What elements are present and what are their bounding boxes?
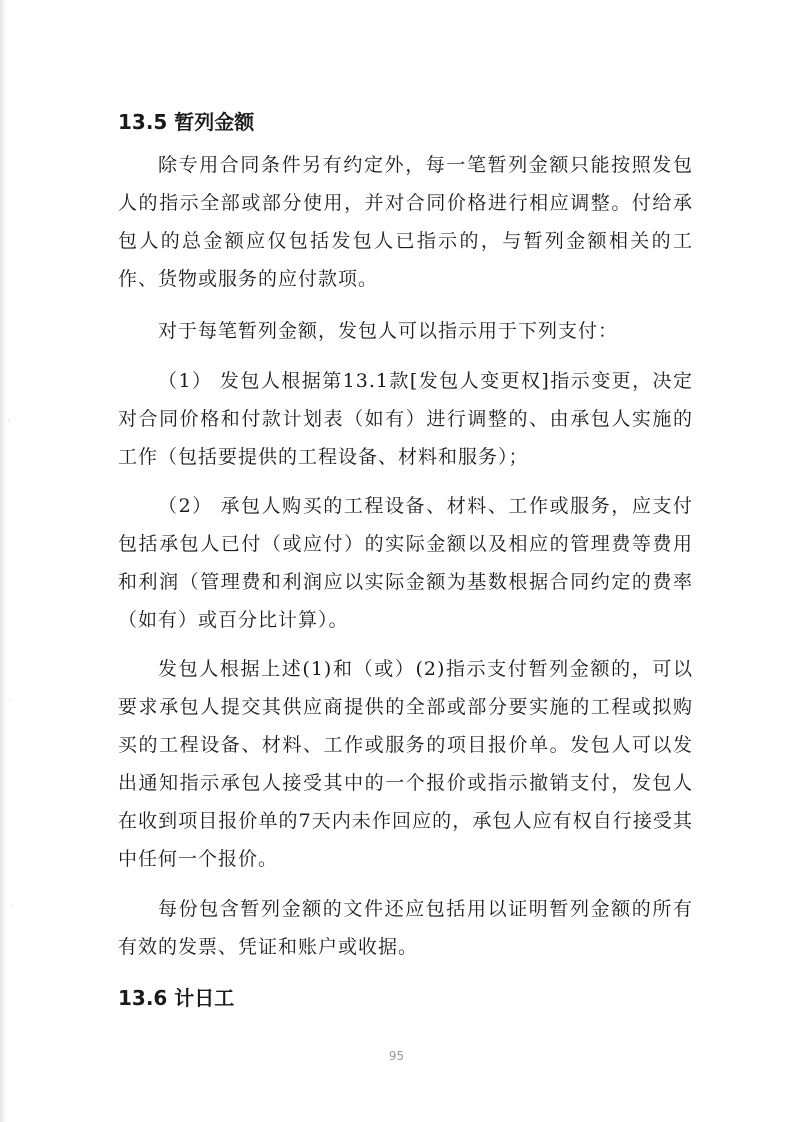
scan-edge-shading <box>0 0 6 1122</box>
paragraph-payment-instruction: 对于每笔暂列金额，发包人可以指示用于下列支付： <box>158 320 619 342</box>
section-heading-13-5: 13.5 暂列金额 <box>118 110 255 134</box>
paragraph-provisional-sum-use: 除专用合同条件另有约定外，每一笔暂列金额只能按照发包人的指示全部或部分使用，并对合同价格进行相应调整。付给承包人的总金额应仅包括发包人已指示的，与暂列金额相关的工作、货物或服务的应付款项。 <box>118 154 693 290</box>
scan-speck <box>10 700 11 701</box>
scan-speck <box>12 905 13 906</box>
page-number: 95 <box>388 1049 405 1063</box>
scan-speck <box>8 420 9 421</box>
paragraph-quotation-request: 发包人根据上述(1)和（或）(2)指示支付暂列金额的，可以要求承包人提交其供应商提供的全部或部分要实施的工程或拟购买的工程设备、材料、工作或服务的项目报价单。发包人可以发出通知指示承包人接受其中的一个报价或指示撤销支付，发包人在收到项目报价单的7天内未作回应的，承包人应有权自行接受其中任何一个报价。 <box>118 658 693 870</box>
paragraph-item-1: （1） 发包人根据第13.1款[发包人变更权]指示变更，决定对合同价格和付款计划表（如有）进行调整的、由承包人实施的工作（包括要提供的工程设备、材料和服务）； <box>118 370 693 468</box>
paragraph-supporting-documents: 每份包含暂列金额的文件还应包括用以证明暂列金额的所有有效的发票、凭证和账户或收据。 <box>118 898 693 958</box>
paragraph-item-2: （2） 承包人购买的工程设备、材料、工作或服务，应支付包括承包人已付（或应付）的实际金额以及相应的管理费等费用和利润（管理费和利润应以实际金额为基数根据合同约定的费率（如有）或百分比计算）。 <box>118 495 693 631</box>
section-heading-13-6: 13.6 计日工 <box>118 986 235 1010</box>
